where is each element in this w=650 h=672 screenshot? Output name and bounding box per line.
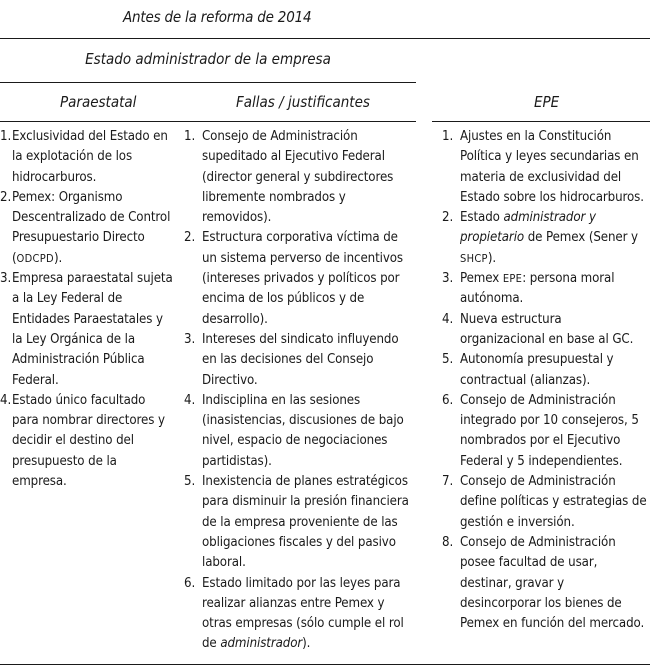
list-item — [0, 391, 175, 492]
item-abbreviation: SHCP — [460, 251, 488, 265]
column-heading-fallas: Fallas / justificantes — [236, 93, 370, 111]
item-number: 3. — [184, 331, 196, 347]
list-item — [442, 472, 648, 533]
item-text-tail: ). — [487, 250, 497, 266]
group-rule — [0, 82, 416, 83]
item-text: Consejo de Administración posee facultad de usar, destinar, gravar y desincorporar los bienes de Pemex en función del mercado. — [460, 534, 645, 632]
item-number: 7. — [442, 474, 454, 490]
item-number: 2. — [184, 230, 196, 246]
item-abbreviation: ODCPD — [16, 251, 54, 265]
list-item — [184, 228, 414, 329]
item-text: Nueva estructura organizacional en base al GC. — [460, 311, 634, 347]
list-item — [442, 310, 648, 351]
item-emphasis: administrador y propietario — [460, 210, 596, 246]
item-text: Autonomía presupuestal y contractual (alianzas). — [460, 352, 614, 388]
item-text: Exclusividad del Estado en la explotación de los hidrocarburos. — [12, 129, 168, 185]
item-number: 1. — [184, 129, 196, 144]
column-heading-paraestatal: Paraestatal — [60, 93, 137, 111]
list-item — [0, 127, 175, 188]
item-text: Indisciplina en las sesiones (inasistencias, discusiones de bajo nivel, espacio de negociaciones partidistas). — [202, 392, 404, 469]
list-item — [184, 127, 414, 228]
item-text-tail: ). — [53, 250, 63, 266]
item-text-tail: : persona moral autónoma. — [460, 271, 615, 307]
item-number: 4. — [184, 392, 196, 408]
epe-list — [442, 127, 648, 634]
list-item — [442, 533, 648, 634]
list-item — [442, 208, 648, 269]
group-heading: Estado administrador de la empresa — [85, 50, 331, 68]
list-item — [0, 269, 175, 391]
item-number: 8. — [442, 534, 454, 550]
item-number: 4. — [442, 311, 454, 327]
item-text: Consejo de Administración supeditado al Ejecutivo Federal (director general y subdirectores libremente nombrados y removidos). — [202, 129, 394, 226]
paraestatal-list — [0, 127, 175, 492]
item-text: Consejo de Administración integrado por 10 consejeros, 5 nombrados por el Ejecutivo Federal y 5 independientes. — [460, 392, 639, 469]
item-number: 5. — [184, 474, 196, 490]
item-text — [460, 269, 648, 310]
item-number: 6. — [442, 392, 454, 408]
list-item — [442, 127, 648, 208]
bottom-rule — [0, 664, 650, 665]
item-text: Empresa paraestatal sujeta a la Ley Federal de Entidades Paraestatales y la Ley Orgánica de la Administración Pública Federal. — [12, 271, 173, 388]
item-text: Ajustes en la Constitución Política y leyes secundarias en materia de exclusividad del Estado sobre los hidrocarburos. — [460, 129, 644, 205]
item-number: 4. — [0, 392, 12, 408]
item-text-tail: ). — [302, 636, 311, 652]
item-number: 2. — [442, 210, 454, 226]
list-item — [442, 391, 648, 472]
item-text: Estado único facultado para nombrar directores y decidir el destino del presupuesto de la empresa. — [12, 392, 165, 490]
item-number: 1. — [442, 129, 454, 144]
item-number: 3. — [442, 271, 454, 287]
list-item — [184, 472, 414, 573]
column-heading-epe: EPE — [534, 93, 560, 111]
item-number: 2. — [0, 189, 12, 205]
list-item — [184, 391, 414, 472]
item-text: Inexistencia de planes estratégicos para disminuir la presión financiera de la empresa proveniente de las obligaciones fiscales y del pasivo laboral. — [202, 474, 409, 571]
item-abbreviation: EPE — [502, 272, 523, 286]
item-text: Consejo de Administración define políticas y estrategias de gestión e inversión. — [460, 474, 647, 530]
item-text-main: Pemex — [460, 271, 503, 287]
list-item — [442, 350, 648, 391]
item-number: 6. — [184, 575, 196, 591]
item-text-main: Pemex: Organismo Descentralizado de Control Presupuestario Directo ( — [12, 189, 171, 266]
item-text — [460, 208, 648, 269]
item-text: Intereses del sindicato influyendo en las decisiones del Consejo Directivo. — [202, 331, 399, 388]
item-text-main: Estado — [460, 210, 504, 226]
list-item — [184, 574, 414, 655]
header-rule-left — [0, 121, 416, 122]
header-rule-right — [432, 121, 650, 122]
item-text-mid: de Pemex (Sener y — [524, 230, 638, 246]
top-rule — [0, 38, 650, 39]
item-number: 3. — [0, 271, 12, 287]
list-item — [442, 269, 648, 310]
item-emphasis: administrador — [220, 636, 303, 652]
list-item — [0, 188, 175, 269]
item-number: 5. — [442, 352, 454, 368]
item-text-main: Estado limitado por las leyes para realizar alianzas entre Pemex y otras empresas (sólo cumple el rol de — [202, 575, 404, 652]
item-text: Estructura corporativa víctima de un sistema perverso de incentivos (intereses privados y políticos por encima de los públicos y de desarrollo). — [202, 230, 403, 327]
list-item — [184, 330, 414, 391]
table-title: Antes de la reforma de 2014 — [123, 8, 312, 26]
item-text — [202, 574, 414, 655]
item-text — [12, 188, 175, 269]
fallas-list — [184, 127, 414, 655]
item-number: 1. — [0, 129, 12, 144]
